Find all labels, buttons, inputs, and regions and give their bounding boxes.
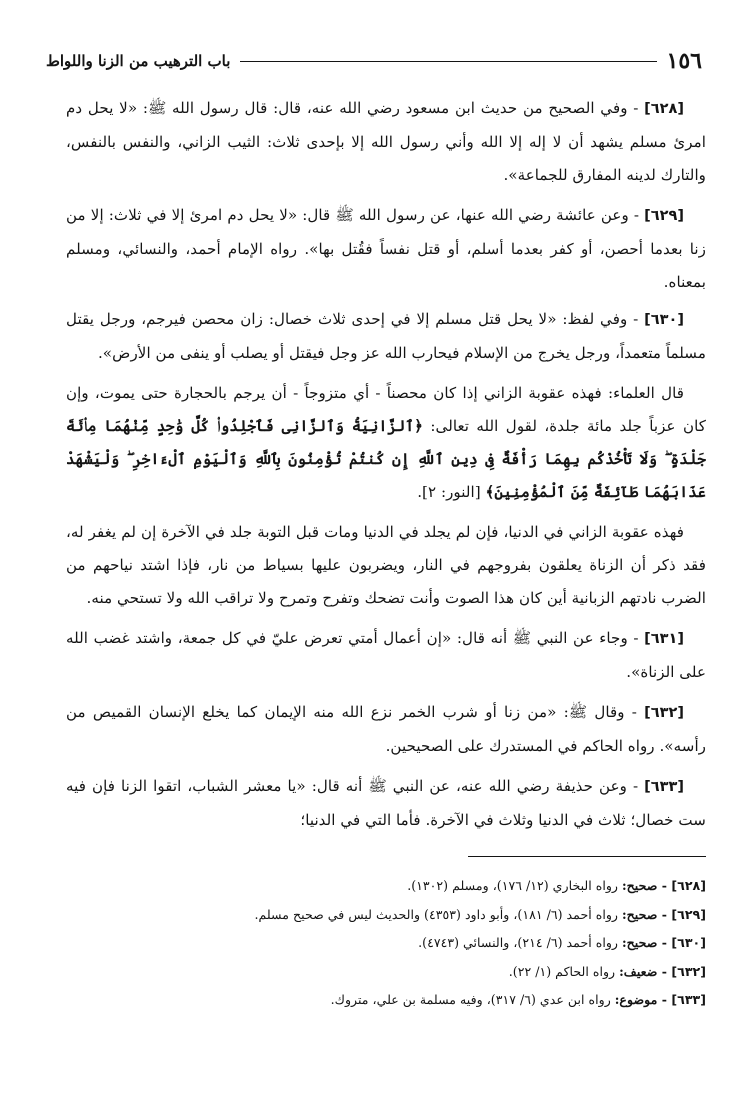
paragraph-text: فهذه عقوبة الزاني في الدنيا، فإن لم يجلد في الدنيا ومات قبل التوبة جلد في الآخرة إن لم يغفر له، فقد ذكر أن الزناة يعلقون بفروجهم في النار، ويضربون عليها بسياط من نار، فإذا اشتد نياحهم من الضرب نادتهم الزبانية أين كان هذا الصوت وأنت تضحك وتفرح وتمرح ولا تراقب الله ولا تستحي منه. bbox=[66, 523, 706, 607]
footnote-grade: - صحيح: bbox=[622, 878, 672, 893]
footnote-grade: - صحيح: bbox=[622, 906, 672, 922]
page-header bbox=[46, 46, 702, 76]
quran-verse: ﴿ٱلزَّانِيَةُ وَٱلزَّانِى فَٱجْلِدُوا۟ كُلَّ وَٰحِدٍ مِّنْهُمَا مِا۟ئَةَ جَلْدَةٍ ۖ وَلَا تَأْخُذْكُم بِهِمَا رَأْفَةٌ فِى دِينِ ٱللَّهِ إِن كُنتُمْ تُؤْمِنُونَ بِٱللَّهِ وَٱلْيَوْمِ ٱلْءَاخِرِ ۖ وَلْيَشْهَدْ عَذَابَهُمَا طَآئِفَةٌ مِّنَ ٱلْمُؤْمِنِينَ﴾ bbox=[66, 417, 706, 501]
footnote-text: رواه البخاري (١٢/ ١٧٦)، ومسلم (١٣٠٢). bbox=[407, 878, 622, 893]
hadith-number: [٦٢٨] bbox=[644, 101, 684, 117]
header-rule bbox=[240, 61, 656, 62]
footnote-grade: - موضوع: bbox=[614, 992, 672, 1007]
page-number: ١٥٦ bbox=[666, 48, 702, 74]
scholars-commentary bbox=[66, 377, 706, 509]
main-text bbox=[66, 92, 706, 844]
footnote-grade: - صحيح: bbox=[622, 935, 672, 950]
hadith-text: - وفي لفظ: «لا يحل قتل مسلم إلا في إحدى ثلاث خصال: زان محصن فيرجم، ورجل يقتل مسلماً متعمداً، ورجل يخرج من الإسلام فيحارب الله عز وجل فيقتل أو يصلب أو ينفى من الأرض». bbox=[66, 310, 706, 362]
hadith-text: - وجاء عن النبي ﷺ أنه قال: «إن أعمال أمتي تعرض عليّ في كل جمعة، واشتد غضب الله على الزناة». bbox=[66, 629, 706, 681]
footnote-628 bbox=[150, 872, 706, 901]
footnote-text: رواه أحمد (٦/ ١٨١)، وأبو داود (٤٣٥٣) والحديث ليس في صحيح مسلم. bbox=[254, 906, 622, 922]
hadith-number: [٦٢٩] bbox=[644, 208, 684, 224]
footnote-divider bbox=[468, 856, 706, 857]
hadith-number: [٦٣١] bbox=[644, 631, 684, 647]
running-title: باب الترهيب من الزنا واللواط bbox=[46, 52, 231, 70]
footnote-632 bbox=[150, 958, 706, 987]
hadith-633 bbox=[66, 770, 706, 837]
commentary-lead: قال العلماء: فهذه عقوبة الزاني إذا كان محصناً - أي متزوجاً - أن يرجم بالحجارة حتى يموت، وإن كان عزباً جلد مائة جلدة، لقول الله تعالى: bbox=[66, 384, 706, 435]
footnote-text: رواه ابن عدي (٦/ ٣١٧)، وفيه مسلمة بن علي، متروك. bbox=[330, 992, 615, 1007]
hadith-630 bbox=[66, 303, 706, 370]
hadith-text: - وفي الصحيح من حديث ابن مسعود رضي الله عنه، قال: قال رسول الله ﷺ: «لا يحل دم امرئ مسلم يشهد أن لا إله إلا الله وأني رسول الله إلا بإحدى ثلاث: الثيب الزاني، والنفس بالنفس، والتارك لدينه المفارق للجماعة». bbox=[66, 99, 706, 184]
hadith-632 bbox=[66, 696, 706, 763]
footnotes bbox=[150, 872, 706, 1015]
footnote-grade: - ضعيف: bbox=[619, 963, 672, 979]
footnote-number: [٦٣٢] bbox=[671, 963, 706, 979]
hadith-number: [٦٣٢] bbox=[644, 705, 684, 721]
hadith-629 bbox=[66, 199, 706, 299]
footnote-number: [٦٣٠] bbox=[671, 935, 706, 950]
footnote-number: [٦٢٩] bbox=[671, 906, 706, 922]
hadith-text: - وعن عائشة رضي الله عنها، عن رسول الله ﷺ قال: «لا يحل دم امرئ إلا في ثلاث: إلا من زنا بعدما أحصن، أو كفر بعدما أسلم، أو قتل نفساً فقُتل بها». رواه الإمام أحمد، والنسائي، ومسلم بمعناه. bbox=[66, 206, 706, 291]
footnote-number: [٦٣٣] bbox=[671, 992, 706, 1007]
hadith-628 bbox=[66, 92, 706, 192]
hadith-number: [٦٣٣] bbox=[644, 779, 684, 795]
footnote-629 bbox=[150, 901, 706, 930]
hadith-text: - وقال ﷺ: «من زنا أو شرب الخمر نزع الله منه الإيمان كما يخلع الإنسان القميص من رأسه». رواه الحاكم في المستدرك على الصحيحين. bbox=[66, 703, 706, 755]
hadith-text: - وعن حذيفة رضي الله عنه، عن النبي ﷺ أنه قال: «يا معشر الشباب، اتقوا الزنا فإن فيه ست خصال؛ ثلاث في الدنيا وثلاث في الآخرة. فأما التي في الدنيا؛ bbox=[66, 777, 706, 829]
hadith-631 bbox=[66, 622, 706, 689]
footnote-number: [٦٢٨] bbox=[671, 878, 706, 893]
punishment-paragraph bbox=[66, 516, 706, 615]
footnote-text: رواه الحاكم (١/ ٢٢). bbox=[508, 963, 620, 979]
verse-reference: [النور: ٢]. bbox=[417, 483, 486, 501]
footnote-630 bbox=[150, 929, 706, 958]
hadith-number: [٦٣٠] bbox=[644, 312, 684, 328]
footnote-633 bbox=[150, 986, 706, 1015]
footnote-text: رواه أحمد (٦/ ٢١٤)، والنسائي (٤٧٤٣). bbox=[418, 935, 622, 950]
